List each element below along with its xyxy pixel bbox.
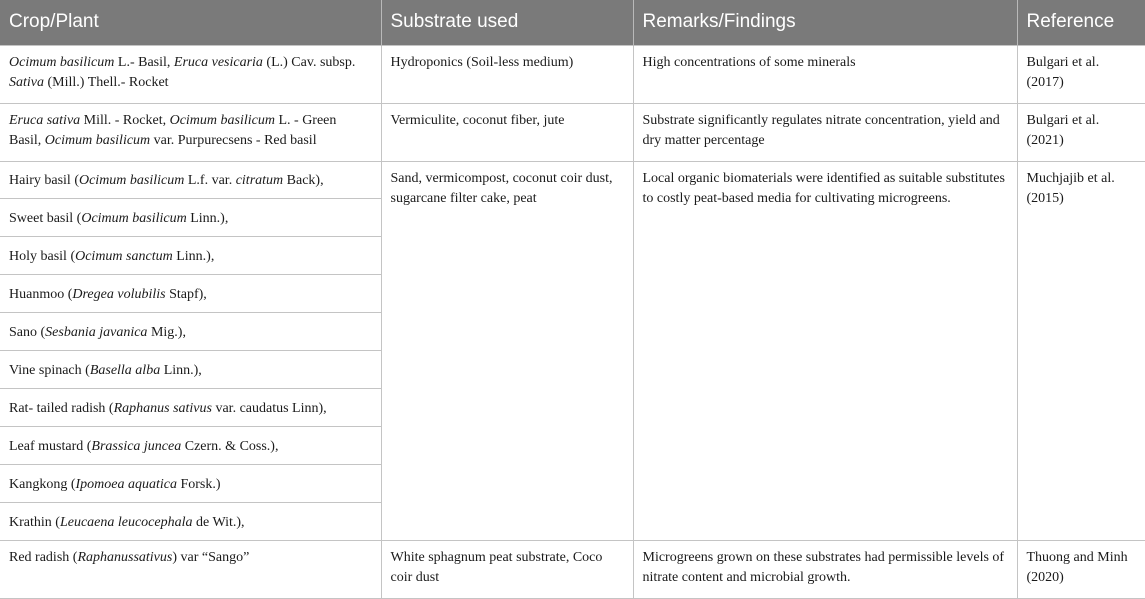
plant-text: Czern. & Coss.),	[181, 438, 279, 454]
plant-text: Hairy basil (	[9, 172, 79, 188]
species-name: Ocimum basilicum	[81, 210, 187, 226]
header-substrate-used: Substrate used	[381, 0, 633, 45]
plant-text: L.- Basil,	[114, 54, 174, 70]
substrate-cell: White sphagnum peat substrate, Coco coir dust	[381, 540, 633, 598]
plant-cell	[0, 502, 381, 540]
table-row	[0, 45, 1145, 103]
plant-text: Back),	[283, 172, 324, 188]
table-row	[0, 161, 1145, 198]
species-name: Brassica juncea	[91, 438, 182, 454]
substrate-cell: Hydroponics (Soil-less medium)	[381, 45, 633, 103]
plant-text: Holy basil (	[9, 248, 76, 264]
substrate-cell: Sand, vermicompost, coconut coir dust, sugarcane filter cake, peat	[381, 161, 633, 540]
header-reference: Reference	[1017, 0, 1145, 45]
plant-cell	[0, 464, 381, 502]
plant-text: Mill. - Rocket,	[80, 112, 170, 128]
species-name: Ocimum basilicum	[44, 132, 151, 148]
plant-cell	[0, 161, 381, 198]
remarks-cell: Microgreens grown on these substrates had permissible levels of nitrate content and microbial growth.	[633, 540, 1017, 598]
plant-cell	[0, 388, 381, 426]
species-name: Eruca vesicaria	[173, 54, 263, 70]
remarks-cell: Substrate significantly regulates nitrate concentration, yield and dry matter percentage	[633, 103, 1017, 161]
plant-text: Rat- tailed radish (	[9, 400, 114, 416]
header-row	[0, 0, 1145, 45]
species-name: Leucaena leucocephala	[59, 514, 193, 530]
reference-cell: Bulgari et al. (2017)	[1017, 45, 1145, 103]
plant-cell	[0, 540, 381, 598]
plant-cell	[0, 198, 381, 236]
plant-text: Kangkong (	[9, 476, 76, 492]
plant-text: Red radish (	[9, 549, 78, 565]
species-name: Ipomoea aquatica	[75, 476, 177, 492]
plant-text: Krathin (	[9, 514, 60, 530]
plant-cell	[0, 45, 381, 103]
species-name: Sesbania javanica	[45, 324, 148, 340]
species-name: Basella alba	[89, 362, 161, 378]
species-name: Eruca sativa	[9, 112, 81, 128]
plant-text: Vine spinach (	[9, 362, 90, 378]
plant-cell	[0, 350, 381, 388]
plant-text: (Mill.) Thell.- Rocket	[44, 74, 169, 90]
species-name: Ocimum basilicum	[169, 112, 275, 128]
header-crop-plant: Crop/Plant	[0, 0, 381, 45]
table-row	[0, 103, 1145, 161]
plant-text: de Wit.),	[192, 514, 245, 530]
reference-cell: Muchjajib et al. (2015)	[1017, 161, 1145, 540]
plant-text: Sweet basil (	[9, 210, 82, 226]
species-name: Dregea volubilis	[72, 286, 166, 302]
plant-cell	[0, 312, 381, 350]
plant-text: L.f. var.	[184, 172, 236, 188]
plant-text: (L.) Cav. subsp.	[262, 54, 356, 70]
plant-text: var. caudatus Linn),	[211, 400, 327, 416]
plant-text: Leaf mustard (	[9, 438, 92, 454]
plant-cell	[0, 103, 381, 161]
plant-text: var. Purpurecsens - Red basil	[150, 132, 317, 148]
species-name: Ocimum sanctum	[75, 248, 173, 264]
table-row	[0, 540, 1145, 598]
remarks-cell: High concentrations of some minerals	[633, 45, 1017, 103]
species-name: Raphanus sativus	[113, 400, 212, 416]
plant-text: Linn.),	[186, 210, 229, 226]
plant-text: Linn.),	[160, 362, 202, 378]
plant-text: Sano (	[9, 324, 46, 340]
species-name: Raphanussativus	[77, 549, 173, 565]
species-name: Ocimum basilicum	[9, 54, 115, 70]
plant-text: Huanmoo (	[9, 286, 73, 302]
species-name: Ocimum basilicum	[78, 172, 185, 188]
plant-cell	[0, 274, 381, 312]
substrate-cell: Vermiculite, coconut fiber, jute	[381, 103, 633, 161]
remarks-cell: Local organic biomaterials were identified as suitable substitutes to costly peat-based media for cultivating microgreens.	[633, 161, 1017, 540]
plant-cell	[0, 236, 381, 274]
plant-text: Mig.),	[147, 324, 186, 340]
species-name: Sativa	[9, 74, 44, 90]
plant-text: ) var “Sango”	[172, 549, 250, 565]
reference-cell: Bulgari et al. (2021)	[1017, 103, 1145, 161]
plant-text: Linn.),	[172, 248, 215, 264]
reference-cell: Thuong and Minh (2020)	[1017, 540, 1145, 598]
plant-text: Stapf),	[165, 286, 207, 302]
plant-text: L. - Green Basil,	[9, 112, 337, 148]
species-name: citratum	[235, 172, 284, 188]
plant-text: Forsk.)	[176, 476, 221, 492]
plant-cell	[0, 426, 381, 464]
header-remarks-findings: Remarks/Findings	[633, 0, 1017, 45]
